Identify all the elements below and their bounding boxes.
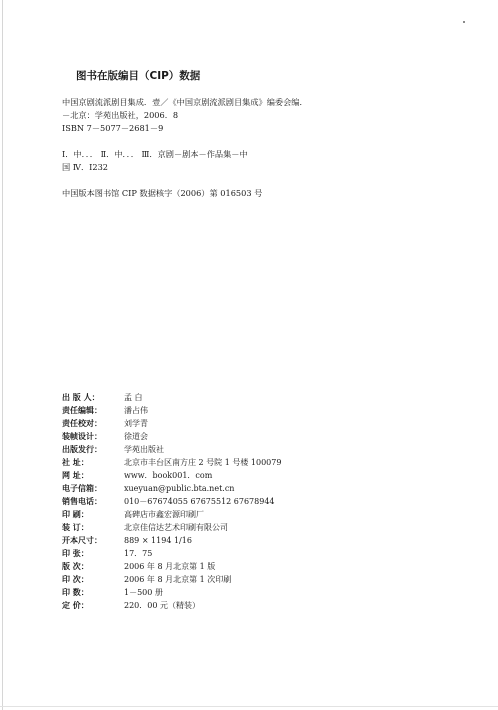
imprint-value: 高碑店市鑫宏源印刷厂 bbox=[124, 510, 204, 519]
imprint-label: 印 次： bbox=[62, 575, 89, 584]
imprint-label: 销售电话： bbox=[62, 497, 102, 506]
cip-title: 图书在版编目（CIP）数据 bbox=[76, 70, 201, 82]
imprint-label: 印 数： bbox=[62, 588, 89, 597]
imprint-value: 刘学青 bbox=[124, 419, 148, 428]
imprint-value: 2006 年 8 月北京第 1 次印刷 bbox=[124, 575, 232, 584]
cip-line-classification: 国 Ⅳ．I232 bbox=[62, 162, 109, 172]
page-left-edge bbox=[2, 0, 3, 710]
imprint-label: 网 址： bbox=[62, 471, 89, 480]
cip-line-isbn: ISBN 7－5077－2681－9 bbox=[62, 123, 164, 133]
imprint-value: 2006 年 8 月北京第 1 版 bbox=[124, 562, 216, 571]
imprint-value: 北京佳信达艺术印刷有限公司 bbox=[124, 523, 228, 532]
cip-line-title: 中国京剧流派剧目集成．壹／《中国京剧流派剧目集成》编委会编． bbox=[62, 97, 308, 107]
imprint-value: 徐道会 bbox=[124, 432, 148, 441]
imprint-label: 装 订： bbox=[62, 523, 89, 532]
imprint-value: 学苑出版社 bbox=[124, 445, 164, 454]
page-bottom-edge bbox=[0, 706, 498, 707]
imprint-label: 装帧设计： bbox=[62, 432, 102, 441]
imprint-label: 出版发行： bbox=[62, 445, 102, 454]
imprint-label: 社 址： bbox=[62, 458, 89, 467]
imprint-label: 印 张： bbox=[62, 549, 89, 558]
imprint-value: 889 × 1194 1/16 bbox=[124, 536, 192, 545]
imprint-label: 责任编辑： bbox=[62, 406, 102, 415]
imprint-value: 孟 白 bbox=[124, 393, 143, 402]
imprint-label: 印 刷： bbox=[62, 510, 89, 519]
imprint-label: 电子信箱： bbox=[62, 484, 102, 493]
imprint-label: 定 价： bbox=[62, 601, 89, 610]
imprint-label: 开本尺寸： bbox=[62, 536, 102, 545]
imprint-value: www．book001．com bbox=[124, 471, 213, 480]
scan-speck bbox=[463, 21, 465, 23]
imprint-value: xueyuan@public.bta.net.cn bbox=[124, 484, 235, 493]
imprint-value: 010－67674055 67675512 67678944 bbox=[124, 497, 275, 506]
cip-line-subjects: Ⅰ．中．．． Ⅱ．中．．． Ⅲ．京剧－剧本－作品集－中 bbox=[62, 149, 248, 159]
imprint-label: 出 版 人： bbox=[62, 393, 100, 402]
cip-line-record-number: 中国版本图书馆 CIP 数据核字（2006）第 016503 号 bbox=[62, 188, 263, 198]
cip-line-publisher: －北京：学苑出版社，2006．8 bbox=[62, 110, 179, 120]
imprint-label: 版 次： bbox=[62, 562, 89, 571]
imprint-value: 17．75 bbox=[124, 549, 153, 558]
imprint-value: 1－500 册 bbox=[124, 588, 163, 597]
imprint-value: 220．00 元（精装） bbox=[124, 601, 200, 610]
imprint-label: 责任校对： bbox=[62, 419, 102, 428]
imprint-value: 潘占伟 bbox=[124, 406, 148, 415]
imprint-value: 北京市丰台区南方庄 2 号院 1 号楼 100079 bbox=[124, 458, 282, 467]
